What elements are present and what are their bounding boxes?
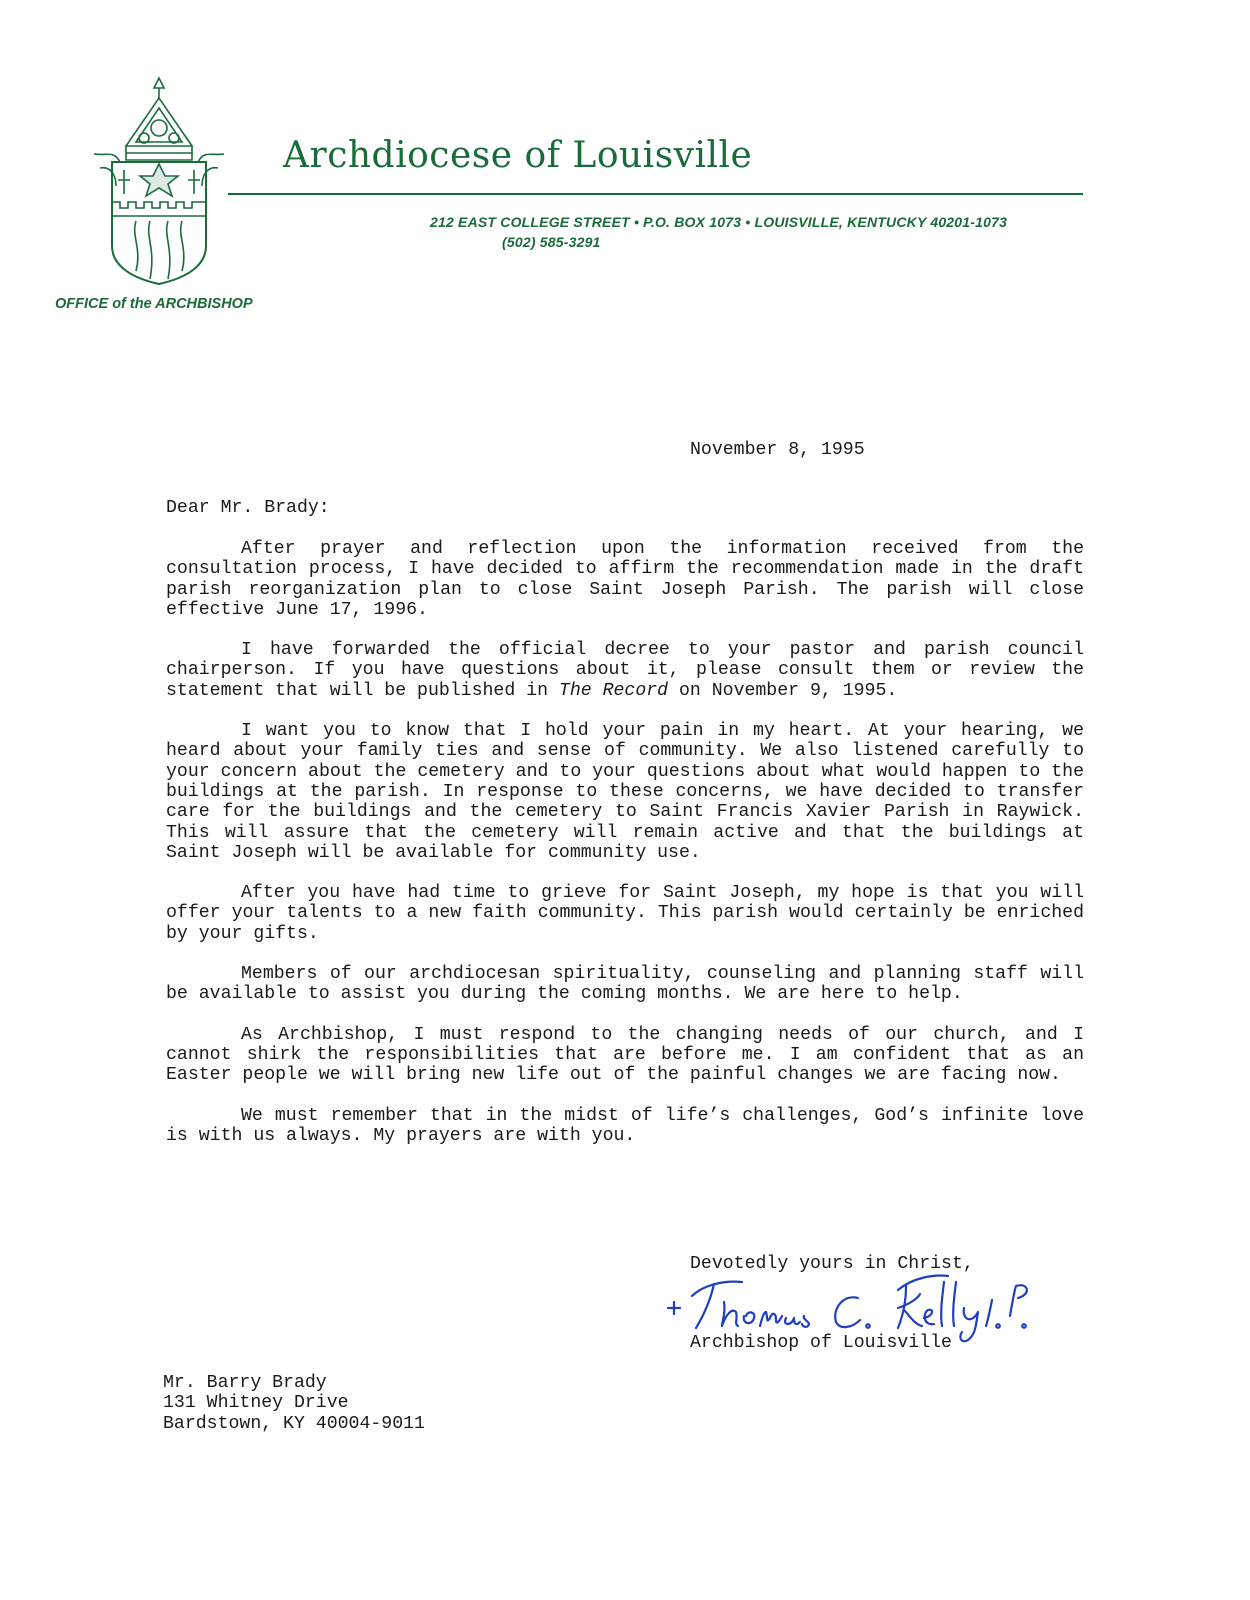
recipient-city-state-zip: Bardstown, KY 40004-9011 (163, 1413, 425, 1434)
body-paragraph: After prayer and reflection upon the information received from the consultation process, I have decided to affirm the recommendation made in the draft parish reorganization plan to close Saint Joseph Parish. The parish will close effective June 17, 1996. (166, 539, 1084, 620)
recipient-street: 131 Whitney Drive (163, 1393, 349, 1414)
letter-body (166, 539, 1084, 1166)
body-paragraph: After you have had time to grieve for Saint Joseph, my hope is that you will offer your talents to a new faith community. This parish would certainly be enriched by your gifts. (166, 883, 1084, 944)
recipient-name: Mr. Barry Brady (163, 1373, 327, 1393)
letterhead-phone: (502) 585-3291 (502, 234, 601, 250)
signer-title: Archbishop of Louisville (690, 1333, 952, 1353)
body-paragraph (166, 640, 1084, 701)
letterhead-office-label: OFFICE of the ARCHBISHOP (55, 296, 253, 312)
body-paragraph: We must remember that in the midst of life’s challenges, God’s infinite love is with us always. My prayers are with you. (166, 1105, 1084, 1146)
letter-date: November 8, 1995 (690, 440, 865, 460)
body-paragraph: I want you to know that I hold your pain in my heart. At your hearing, we heard about your family ties and sense of community. We also listened carefully to your concern about the cemetery and to your questions about what would happen to the buildings at the parish. In response to these concerns, we have decided to transfer care for the buildings and the cemetery to Saint Francis Xavier Parish in Raywick. This will assure that the cemetery will remain active and that the buildings at Saint Joseph will be available for community use. (166, 721, 1084, 863)
publication-title: The Record (558, 680, 669, 701)
body-paragraph-text: on November 9, 1995. (668, 680, 898, 701)
letterhead-divider (228, 193, 1083, 195)
letterhead-organization-name: Archdiocese of Louisville (283, 135, 753, 176)
letterhead-address-block (430, 212, 1007, 252)
letterhead-address: 212 EAST COLLEGE STREET • P.O. BOX 1073 • LOUISVILLE, KENTUCKY 40201-1073 (430, 214, 1008, 230)
coat-of-arms-icon (86, 76, 232, 286)
letter-closing: Devotedly yours in Christ, (690, 1254, 974, 1274)
body-paragraph: Members of our archdiocesan spirituality, counseling and planning staff will be available to assist you during the coming months. We are here to help. (166, 964, 1084, 1005)
letter-salutation: Dear Mr. Brady: (166, 498, 330, 518)
body-paragraph: As Archbishop, I must respond to the changing needs of our church, and I cannot shirk the responsibilities that are before me. I am confident that as an Easter people we will bring new life out of the painful changes we are facing now. (166, 1024, 1084, 1086)
signature-text: + Thomas C. Kelly O.P. (662, 1344, 673, 1345)
recipient-address (163, 1373, 425, 1434)
body-paragraph-text: I have forwarded the official decree to your pastor and parish council chairperson. If you have questions about it, please consult them or review the statement that will be published in (166, 640, 1084, 701)
